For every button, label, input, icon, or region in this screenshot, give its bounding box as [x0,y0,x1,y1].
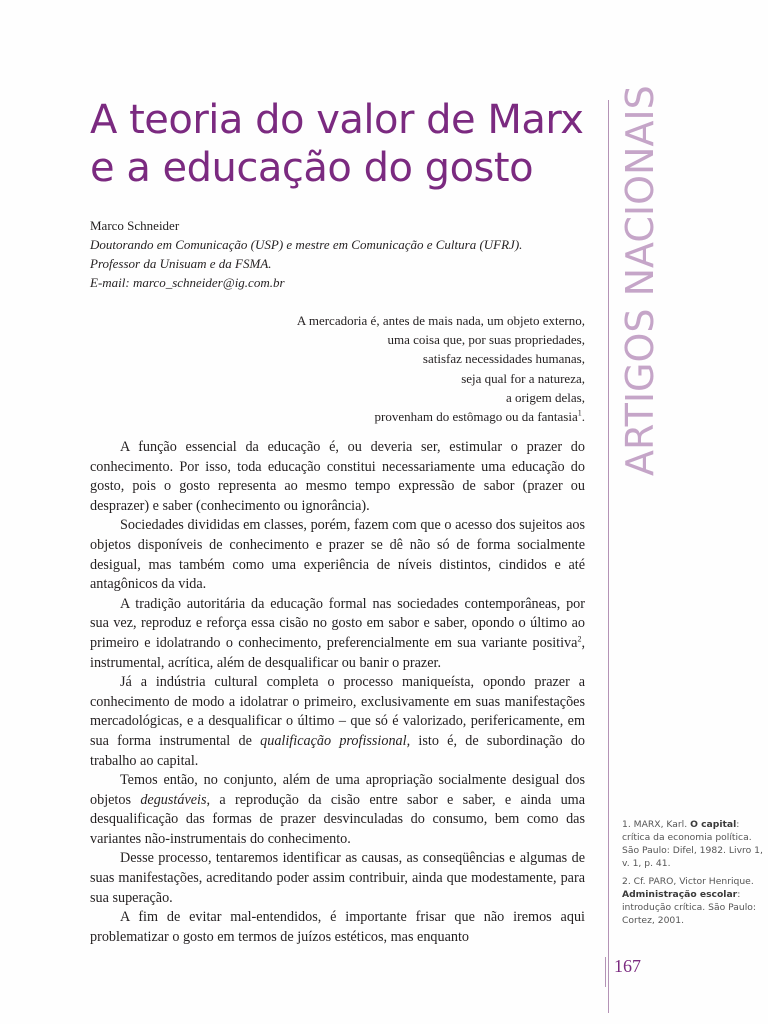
title-line-2: e a educação do gosto [90,145,534,191]
epigraph-line: provenham do estômago ou da fantasia [374,409,578,425]
article-body [90,438,585,947]
title-line-1: A teoria do valor de Marx [90,97,584,143]
footnote-1 [622,818,764,870]
footnote-1-rest: : crítica da economia política. São Paulo: Difel, 1982. Livro 1, v. 1, p. 41. [622,819,763,869]
paragraph-4-text-b: isto é, de subordinação do trabalho ao capital. [90,732,586,769]
footnote-ref-1[interactable]: 1 [577,408,582,418]
epigraph-line: a origem delas, [505,389,585,405]
paragraph-5-emphasis: degustáveis [140,791,207,808]
paragraph-1: A função essencial da educação é, ou deveria ser, estimular o prazer do conhecimento. Por isso, toda educação constitui necessariamente uma educação do gosto, pois o gosto representa ao mesmo tempo expressão de sabor (prazer ou desprazer) e saber (conhecimento ou ignorância). [90,439,585,514]
epigraph [240,311,585,426]
paragraph-3 [90,595,585,673]
section-label: ARTIGOS NACIONAIS [618,85,662,476]
epigraph-line: A mercadoria é, antes de mais nada, um objeto externo, [296,313,585,328]
footnote-2 [622,875,764,927]
footnote-2-title: Administração escolar [622,889,738,900]
author-block [90,216,600,292]
page-number-rule [605,957,606,987]
paragraph-2: Sociedades divididas em classes, porém, fazem com que o acesso dos sujeitos aos objetos disponíveis de conhecimento e prazer se dê não só de forma socialmente desigual, mas também como uma experiência de níveis distintos, cindidos e até antagônicos da vida. [90,517,585,593]
epigraph-line: satisfaz necessidades humanas, [422,351,585,367]
paragraph-4 [90,673,585,771]
paragraph-5-text-a: Temos então, no conjunto, além de uma apropriação socialmente desigual dos objetos [90,772,585,808]
author-email: E-mail: marco_schneider@ig.com.br [90,275,285,290]
author-affiliation-1: Doutorando em Comunicação (USP) e mestre em Comunicação e Cultura (UFRJ). [90,237,523,252]
footnote-2-rest: : introdução crítica. São Paulo: Cortez, 2001. [622,889,756,926]
epigraph-line-last: provenham do estômago ou da fantasia$^1$. [374,408,585,425]
epigraph-line: uma coisa que, por suas propriedades, [387,332,585,348]
epigraph-line: seja qual for a natureza, [461,370,585,386]
article-title [90,96,600,192]
footnote-1-title: O capital [690,819,737,830]
footnotes [622,818,764,932]
author-affiliation-2: Professor da Unisuam e da FSMA. [90,256,272,271]
footnote-ref-2[interactable]: 2 [577,634,582,644]
margin-rule [608,100,609,1013]
paragraph-4-emphasis: qualificação profissional, [260,732,411,749]
paragraph-7: A fim de evitar mal-entendidos, é importante frisar que não iremos aqui problematizar o gosto em termos de juízos estéticos, mas enquanto [90,909,585,945]
paragraph-4-text-a: Já a indústria cultural completa o processo maniqueísta, opondo prazer a conhecimento de modo a idolatrar o primeiro, exclusivamente em suas manifestações mercadológicas, e a desqualificar o último – que só é valorizado, perifericamente, em sua forma instrumental de [90,674,585,749]
paragraph-5-text-b: , a reprodução da cisão entre sabor e saber, e ainda uma desqualificação das formas de prazer desvinculadas do consumo, bem como das variantes não-instrumentais do conhecimento. [90,791,586,847]
paragraph-5 [90,771,585,849]
paragraph-3-text-a: A tradição autoritária da educação formal nas sociedades contemporâneas, por sua vez, reproduz e reforça essa cisão no gosto em sabor e saber, opondo o último ao primeiro e idolatrando o conhecimento, preferencialmente em sua variante positiva [90,595,585,651]
footnote-2-prefix: 2. Cf. PARO, Victor Henrique. [622,876,754,887]
page-number: 167 [614,956,641,976]
author-name: Marco Schneider [90,218,180,233]
footnote-1-prefix: 1. MARX, Karl. [622,819,691,830]
paragraph-6: Desse processo, tentaremos identificar as causas, as conseqüências e algumas de suas manifestações, acreditando poder assim contribuir, ainda que modestamente, para sua superação. [90,850,585,906]
paragraph-3-text-b: , instrumental, acrítica, além de desqualificar ou banir o prazer. [90,634,585,671]
